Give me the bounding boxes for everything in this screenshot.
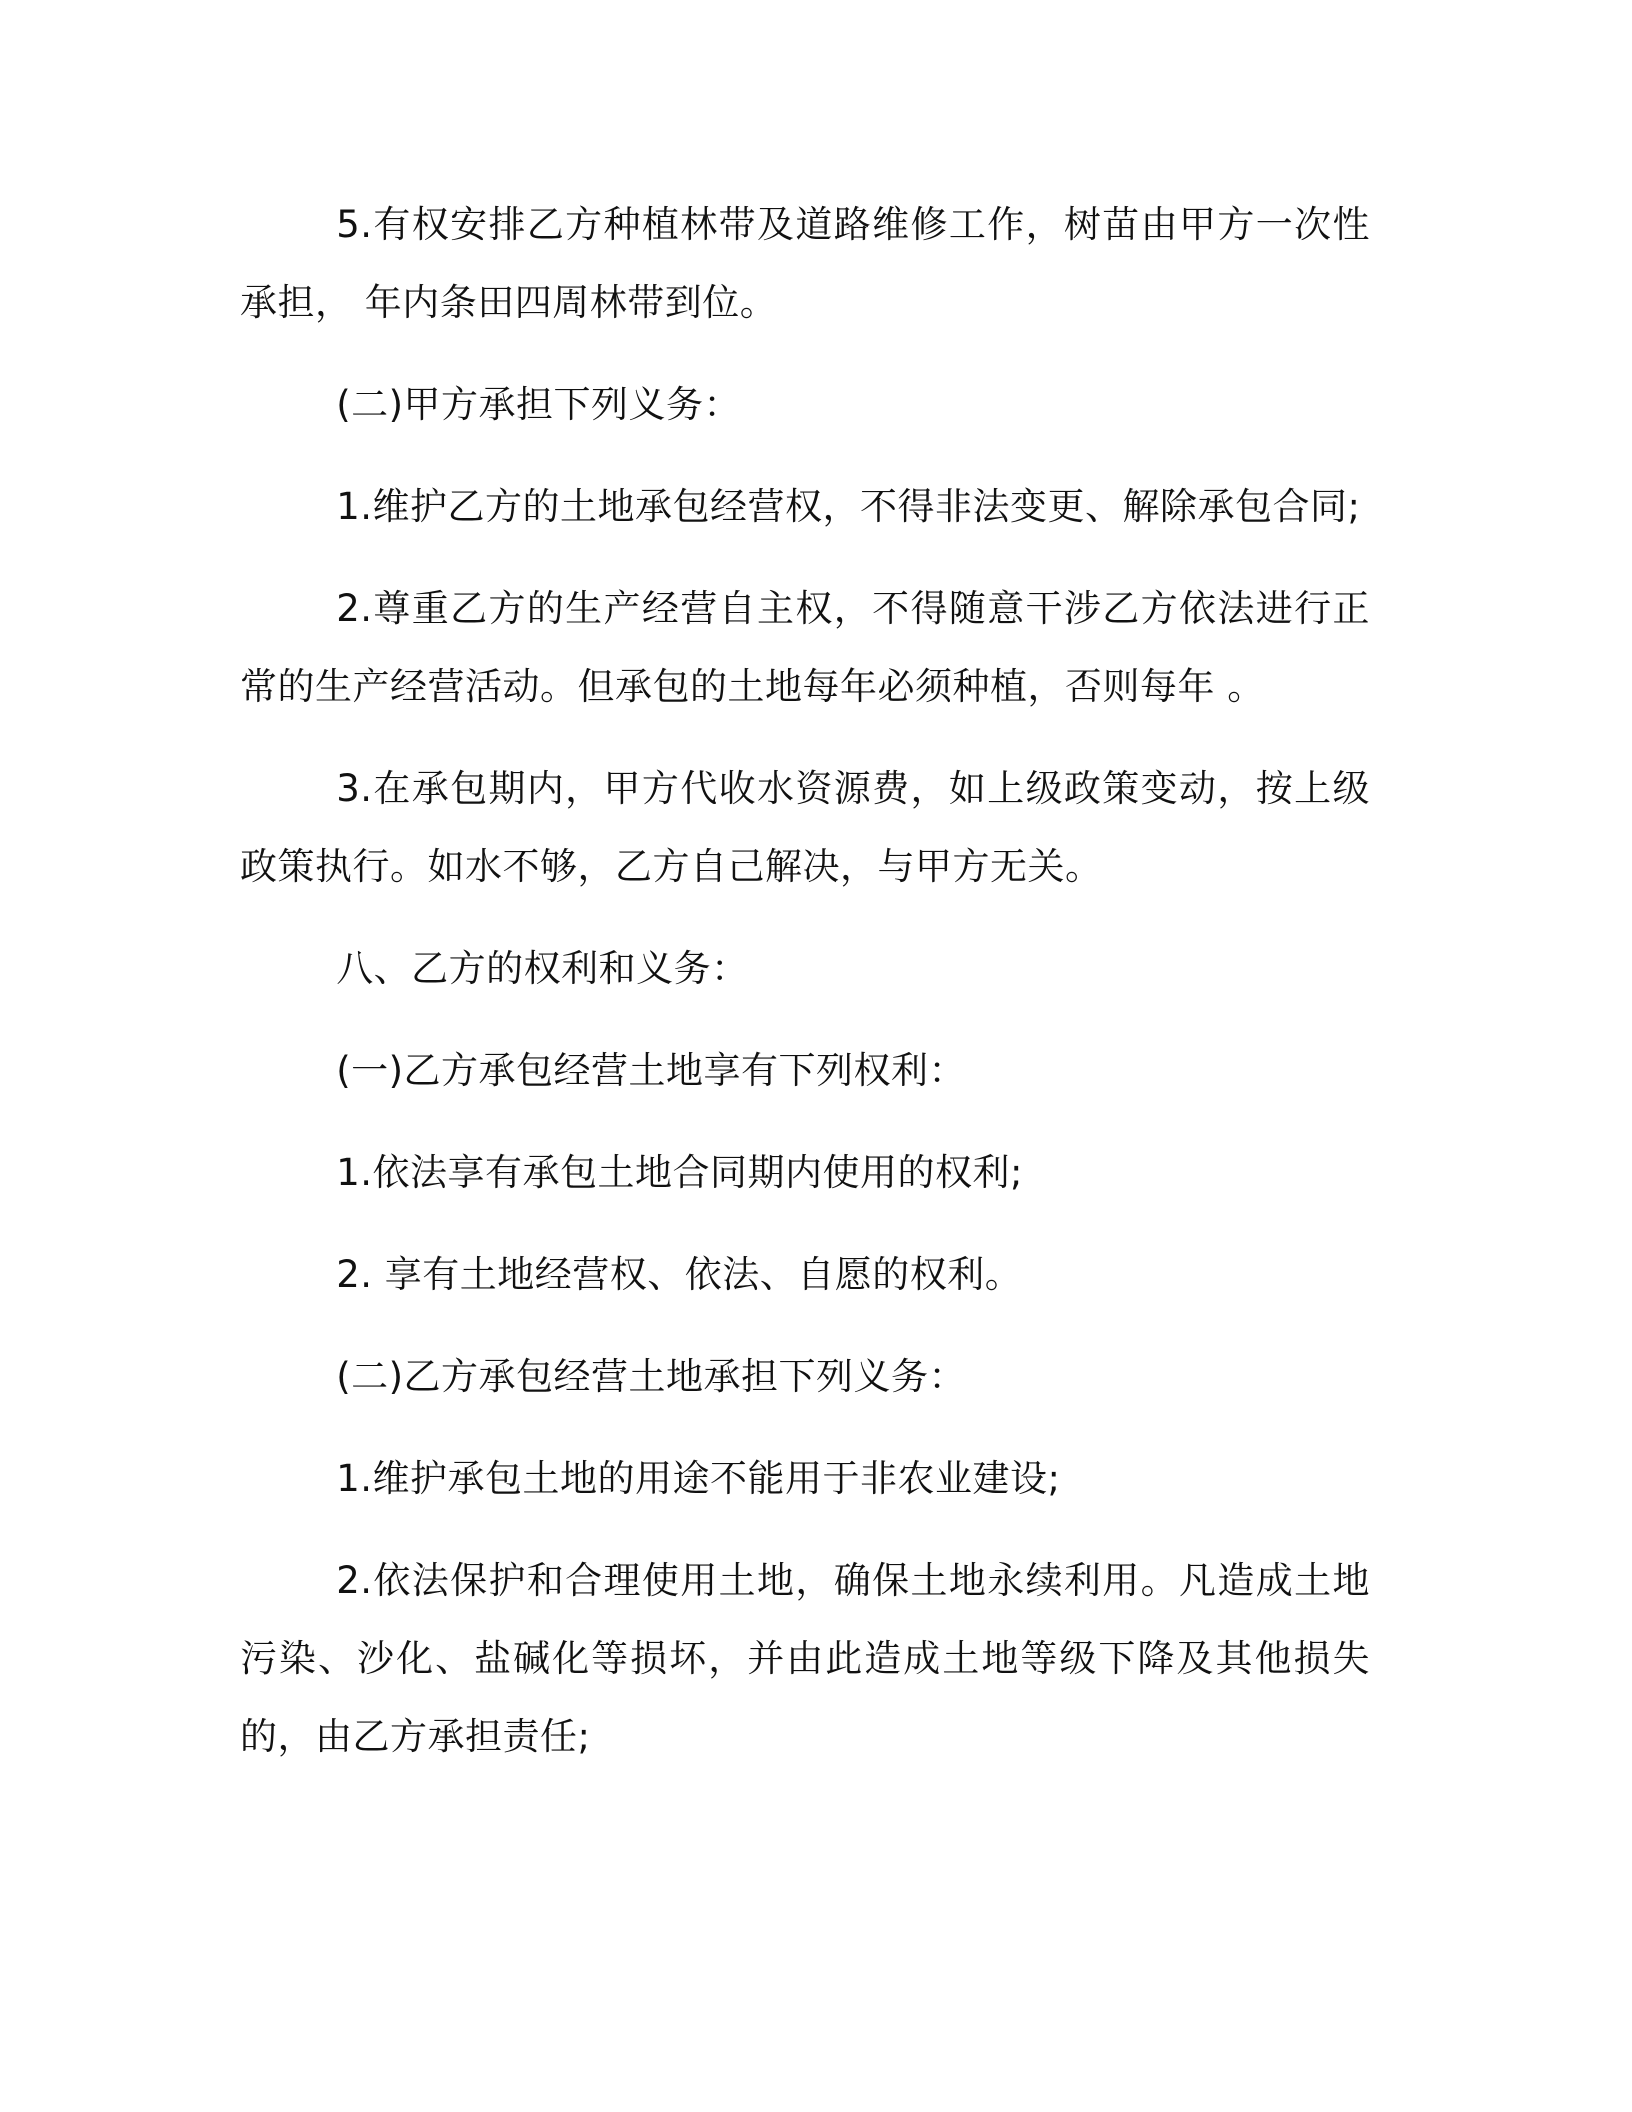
paragraph-b-right-1: 1.依法享有承包土地合同期内使用的权利; <box>336 1151 1023 1194</box>
section-heading-party-b: 八、乙方的权利和义务： <box>336 947 749 990</box>
paragraph-b-obligation-1: 1.维护承包土地的用途不能用于非农业建设; <box>336 1457 1061 1500</box>
heading-party-a-obligations: (二)甲方承担下列义务： <box>336 383 742 426</box>
document-body <box>240 186 1370 1800</box>
paragraph-a-obligation-3: 3.在承包期内，甲方代收水资源费，如上级政策变动，按上级政策执行。如水不够，乙方自己解决，与甲方无关。 <box>240 767 1370 888</box>
paragraph-a-obligation-1: 1.维护乙方的土地承包经营权，不得非法变更、解除承包合同; <box>336 485 1361 528</box>
heading-party-b-obligations: (二)乙方承包经营土地承担下列义务： <box>336 1355 967 1398</box>
paragraph-b-right-2: 2. 享有土地经营权、依法、自愿的权利。 <box>336 1253 1023 1296</box>
paragraph-a-obligation-2: 2.尊重乙方的生产经营自主权，不得随意干涉乙方依法进行正常的生产经营活动。但承包的土地每年必须种植，否则每年 。 <box>240 587 1370 708</box>
paragraph-b-obligation-2: 2.依法保护和合理使用土地，确保土地永续利用。凡造成土地污染、沙化、盐碱化等损坏，并由此造成土地等级下降及其他损失的，由乙方承担责任; <box>240 1559 1370 1758</box>
heading-party-b-rights: (一)乙方承包经营土地享有下列权利： <box>336 1049 967 1092</box>
paragraph-item-5-right: 5.有权安排乙方种植林带及道路维修工作，树苗由甲方一次性承担， 年内条田四周林带到位。 <box>240 203 1370 324</box>
